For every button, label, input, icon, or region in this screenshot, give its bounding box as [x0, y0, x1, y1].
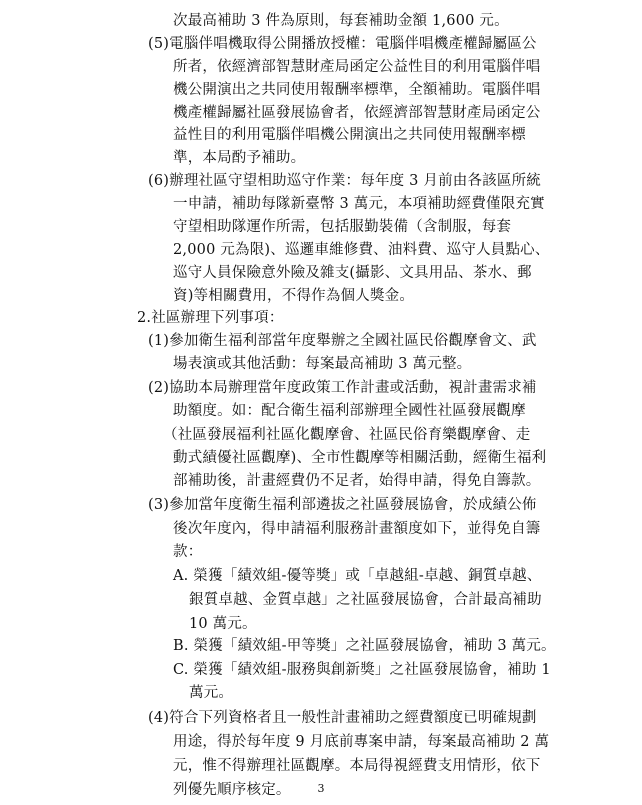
- text-line: 元，惟不得辦理社區觀摩。本局得視經費支用情形，依下: [173, 758, 541, 774]
- text-line: 2,000 元為限)、巡邏車維修費、油料費、巡守人員點心、: [173, 242, 550, 258]
- sub-item-c: C. 榮獲「績效組-服務與創新獎」之社區發展協會，補助 1: [173, 662, 551, 678]
- item-4-heading: (4)符合下列資格者且一般性計畫補助之經費額度已明確規劃: [148, 710, 537, 726]
- text-line: 次最高補助 3 件為原則，每套補助金額 1,600 元。: [173, 13, 509, 29]
- item-3-heading: (3)參加當年度衛生福利部遴拔之社區發展協會，於成績公佈: [148, 497, 537, 513]
- text-line: 巡守人員保險意外險及雜支(攝影、文具用品、茶水、郵: [173, 265, 532, 281]
- text-line: 10 萬元。: [189, 616, 257, 632]
- item-1-heading: (1)參加衛生福利部當年度舉辦之全國社區民俗觀摩會文、武: [148, 333, 537, 349]
- item-2-heading: (2)協助本局辦理當年度政策工作計畫或活動，視計畫需求補: [148, 380, 537, 396]
- section-2-heading: 2.社區辦理下列事項：: [137, 310, 284, 326]
- text-line: 機公開演出之共同使用報酬率標準，全額補助。電腦伴唱: [173, 82, 541, 98]
- text-line: 守望相助隊運作所需，包括服勤裝備（含制服，每套: [173, 219, 512, 235]
- text-line: 益性目的利用電腦伴唱機公開演出之共同使用報酬率標: [173, 127, 526, 143]
- text-line: 機產權歸屬社區發展協會者，依經濟部智慧財產局函定公: [173, 105, 541, 121]
- text-line: 資)等相關費用，不得作為個人獎金。: [173, 288, 415, 304]
- text-line: 一申請，補助每隊新臺幣 3 萬元，本項補助經費僅限充實: [173, 196, 545, 212]
- sub-item-a: A. 榮獲「績效組-優等獎」或「卓越組-卓越、銅質卓越、: [173, 568, 542, 584]
- text-line: （社區發展福利社區化觀摩會、社區民俗育樂觀摩會、走: [163, 427, 531, 443]
- text-line: 準，本局酌予補助。: [173, 150, 306, 166]
- text-line: 銀質卓越、金質卓越」之社區發展協會，合計最高補助: [189, 592, 542, 608]
- text-line: 列優先順序核定。: [173, 782, 291, 798]
- sub-item-b: B. 榮獲「績效組-甲等獎」之社區發展協會，補助 3 萬元。: [173, 638, 556, 654]
- text-line: 動式績優社區觀摩)、全市性觀摩等相關活動，經衛生福利: [173, 450, 547, 466]
- page-number: 3: [317, 782, 325, 795]
- text-line: 後次年度內，得申請福利服務計畫額度如下，並得免自籌: [173, 521, 541, 537]
- text-line: 用途，得於每年度 9 月底前專案申請，每案最高補助 2 萬: [173, 734, 550, 750]
- text-line: 場表演或其他活動：每案最高補助 3 萬元整。: [173, 356, 472, 372]
- item-5-heading: (5)電腦伴唱機取得公開播放授權：電腦伴唱機產權歸屬區公: [148, 36, 537, 52]
- text-line: 款：: [173, 544, 203, 560]
- text-line: 助額度。如：配合衛生福利部辦理全國性社區發展觀摩: [173, 403, 526, 419]
- text-line: 所者，依經濟部智慧財產局函定公益性目的利用電腦伴唱: [173, 59, 541, 75]
- text-line: 部補助後，計畫經費仍不足者，始得申請，得免自籌款。: [173, 473, 541, 489]
- item-6-heading: (6)辦理社區守望相助巡守作業：每年度 3 月前由各該區所統: [148, 173, 541, 189]
- text-line: 萬元。: [189, 685, 234, 701]
